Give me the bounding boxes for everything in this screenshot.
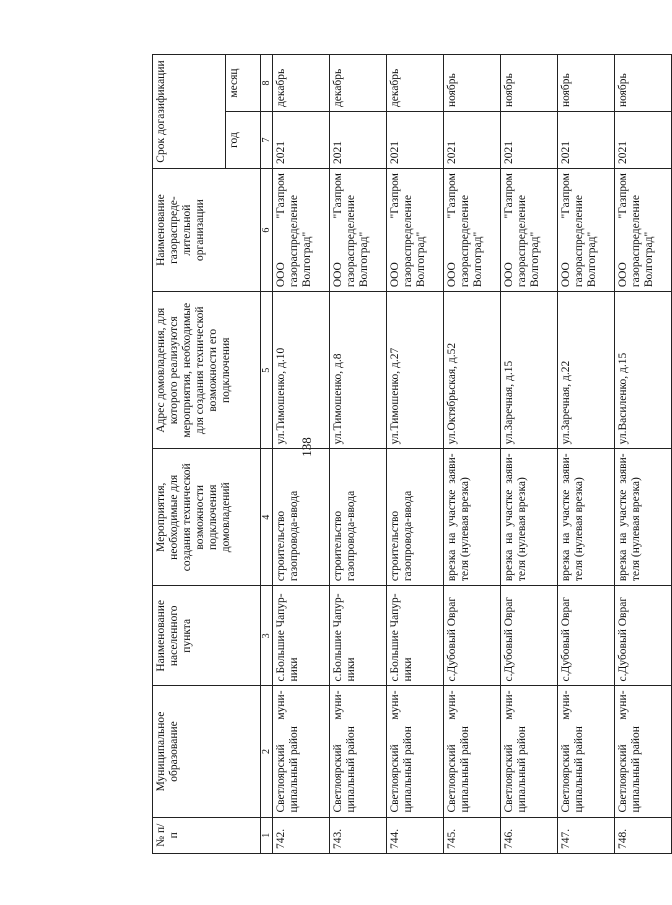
row-settlement: с.Большие Чапур-ники [330,586,387,686]
page-number: 138 [299,437,314,457]
row-number: 743. [330,817,387,853]
row-measures: врезка на участке заяви-теля (нулевая врезка) [501,449,558,586]
row-year: 2021 [501,112,558,169]
row-organization: ООО "Газпром газораспределение Волгоград" [558,169,615,292]
row-settlement: с.Дубовый Овраг [444,586,501,686]
header-organization: Наименование газораспреде-лительной организации [153,169,261,292]
row-municipality: Светлоярский муни-ципальный район [558,686,615,817]
row-address: ул.Заречная, д.15 [501,292,558,449]
row-year: 2021 [273,112,330,169]
row-month: ноябрь [501,55,558,112]
table-row [273,55,330,854]
row-month: ноябрь [558,55,615,112]
column-number: 2 [261,686,273,817]
row-organization: ООО "Газпром газораспределение Волгоград" [501,169,558,292]
table-row [501,55,558,854]
row-month: ноябрь [615,55,672,112]
row-number: 747. [558,817,615,853]
row-number: 748. [615,817,672,853]
row-address: ул.Тимошенко, д.10 [273,292,330,449]
row-year: 2021 [444,112,501,169]
column-number: 6 [261,169,273,292]
column-number: 7 [261,112,273,169]
table-row [387,55,444,854]
row-address: ул.Тимошенко, д.27 [387,292,444,449]
row-organization: ООО "Газпром газораспределение Волгоград" [330,169,387,292]
row-number: 745. [444,817,501,853]
row-month: ноябрь [444,55,501,112]
row-measures: врезка на участке заяви-теля (нулевая врезка) [444,449,501,586]
row-year: 2021 [615,112,672,169]
row-organization: ООО "Газпром газораспределение Волгоград" [444,169,501,292]
header-settlement: Наименование населенного пункта [153,586,261,686]
header-address: Адрес домовладения, для которого реализуются мероприятия, необходимые для создания технической возможности его подключения [153,292,261,449]
gasification-table [152,54,672,854]
column-number: 5 [261,292,273,449]
row-month: декабрь [330,55,387,112]
header-measures: Мероприятия, необходимые для создания технической возможности подключения домовладений [153,449,261,586]
row-settlement: с.Большие Чапур-ники [273,586,330,686]
row-municipality: Светлоярский муни-ципальный район [387,686,444,817]
row-number: 746. [501,817,558,853]
table-row [558,55,615,854]
row-measures: врезка на участке заяви-теля (нулевая врезка) [558,449,615,586]
row-year: 2021 [387,112,444,169]
row-organization: ООО "Газпром газораспределение Волгоград" [387,169,444,292]
header-year: год [226,112,261,169]
header-row [153,55,226,854]
row-address: ул.Василенко, д.15 [615,292,672,449]
row-settlement: с.Большие Чапур-ники [387,586,444,686]
row-address: ул.Заречная, д.22 [558,292,615,449]
header-municipality: Муниципальное образование [153,686,261,817]
row-settlement: с.Дубовый Овраг [615,586,672,686]
row-municipality: Светлоярский муни-ципальный район [444,686,501,817]
column-number: 3 [261,586,273,686]
row-municipality: Светлоярский муни-ципальный район [501,686,558,817]
row-address: ул.Октябрьская, д.52 [444,292,501,449]
row-number: 744. [387,817,444,853]
row-measures: строительство газопровода-ввода [273,449,330,586]
column-number: 8 [261,55,273,112]
row-month: декабрь [273,55,330,112]
row-municipality: Светлоярский муни-ципальный район [273,686,330,817]
row-measures: врезка на участке заяви-теля (нулевая врезка) [615,449,672,586]
row-organization: ООО "Газпром газораспределение Волгоград" [273,169,330,292]
row-year: 2021 [330,112,387,169]
column-number-row [261,55,273,854]
header-month: месяц [226,55,261,112]
header-no: № п/п [153,817,261,853]
column-number: 1 [261,817,273,853]
column-number: 4 [261,449,273,586]
row-settlement: с.Дубовый Овраг [501,586,558,686]
table-row [444,55,501,854]
table-row [615,55,672,854]
row-month: декабрь [387,55,444,112]
row-year: 2021 [558,112,615,169]
table-row [330,55,387,854]
rotated-table-container [152,54,655,854]
row-municipality: Светлоярский муни-ципальный район [615,686,672,817]
row-organization: ООО "Газпром газораспределение Волгоград" [615,169,672,292]
row-number: 742. [273,817,330,853]
header-deadline: Срок догазификации [153,55,226,169]
row-measures: строительство газопровода-ввода [330,449,387,586]
row-address: ул.Тимошенко, д.8 [330,292,387,449]
row-measures: строительство газопровода-ввода [387,449,444,586]
row-settlement: с.Дубовый Овраг [558,586,615,686]
row-municipality: Светлоярский муни-ципальный район [330,686,387,817]
